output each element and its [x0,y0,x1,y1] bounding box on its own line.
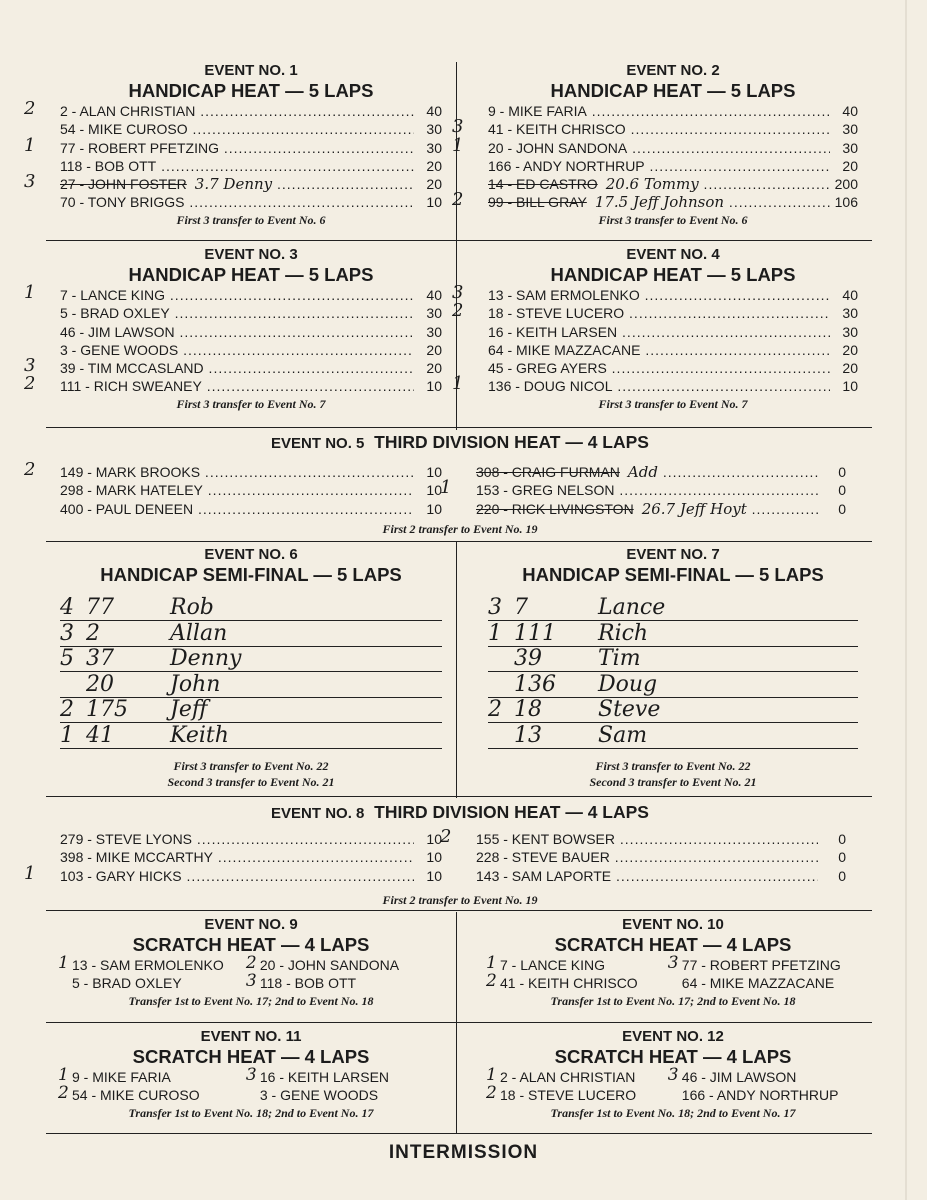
entry-row [452,189,858,212]
rider-name: 298 - MARK HATELEY [60,482,203,499]
entry-row [476,463,846,481]
section-divider [46,1133,872,1134]
handwritten-finish-mark: 1 [452,134,464,156]
handwritten-finish-mark: 1 [24,282,36,303]
entry-row [452,373,858,395]
transfer-note: First 2 transfer to Event No. 19 [382,892,538,907]
rider-name: 7 - LANCE KING [60,287,166,303]
rider-name: 27 - JOHN FOSTER [60,176,187,193]
semi-final-entry [60,647,442,672]
handwritten-note: 17.5 Jeff Johnson [594,193,725,212]
rider-number: 77 [86,595,114,620]
section-divider [46,240,872,241]
handwritten-finish-mark: 3 [245,971,257,992]
entry-row [488,359,858,377]
rider-first-name: John [170,671,221,697]
handwritten-note: 20.6 Tommy [605,175,699,194]
column-divider [456,542,457,798]
rider-number: 175 [86,697,128,722]
rider-name: 118 - BOB OTT [259,975,357,992]
scratch-row [60,971,442,992]
rider-number: 111 [514,620,556,646]
rider-name: 20 - JOHN SANDONA [259,957,400,973]
rider-name: 46 - JIM LAWSON [681,1069,797,1085]
handicap-points: 0 [838,464,846,480]
rider-name: 13 - SAM ERMOLENKO [488,287,640,303]
rider-name: 16 - KEITH LARSEN [259,1069,390,1085]
section-divider [46,796,872,797]
rider-name: 220 - RICK LIVINGSTON [476,500,634,517]
rider-name: 118 - BOB OTT [60,157,157,174]
handicap-points: 30 [426,323,442,340]
event-title: SCRATCH HEAT — 4 LAPS [132,1046,370,1067]
rider-first-name: Keith [170,722,229,748]
rider-name: 398 - MIKE MCCARTHY [60,849,213,866]
handicap-points: 40 [426,103,442,119]
handwritten-finish-mark: 1 [24,134,36,156]
scratch-row [486,1065,858,1086]
finish-position: 2 [60,697,74,722]
semi-final-rows [60,596,442,756]
entry-row [24,373,442,395]
event-number: EVENT NO. 9 [204,916,298,933]
handwritten-finish-mark: 1 [24,862,36,884]
section-divider [46,541,872,542]
handicap-points: 40 [842,103,858,119]
entry-row [488,102,858,120]
handicap-points: 10 [426,867,442,884]
rider-first-name: Steve [598,697,661,722]
event-title: HANDICAP SEMI-FINAL — 5 LAPS [522,564,824,585]
rider-name: 64 - MIKE MAZZACANE [488,341,641,358]
transfer-note: First 3 transfer to Event No. 7 [176,396,326,411]
scratch-row [486,971,858,992]
rider-number: 18 [514,697,542,722]
handwritten-finish-mark: 2 [24,373,36,395]
handicap-points: 10 [842,378,858,395]
handwritten-finish-mark: 3 [24,355,36,377]
section-divider [46,910,872,911]
entry-list-left [24,830,442,885]
transfer-note-first: First 3 transfer to Event No. 22 [595,759,751,773]
entry-row [60,481,442,499]
entry-row [452,282,858,304]
handicap-points: 20 [842,360,858,377]
handicap-points: 0 [838,482,846,499]
event-10 [488,916,858,1009]
rider-first-name: Tim [598,646,641,671]
handicap-points: 30 [426,121,442,138]
scratch-entries [58,1065,442,1105]
entry-row [24,862,442,885]
handwritten-finish-mark: 3 [245,1065,257,1085]
rider-number: 13 [514,722,542,748]
finish-position: 3 [60,620,74,646]
event-title: SCRATCH HEAT — 4 LAPS [554,1046,792,1067]
handicap-points: 40 [842,287,858,303]
semi-final-entry [488,724,858,749]
rider-number: 41 [86,722,114,748]
handwritten-finish-mark: 2 [486,971,497,992]
rider-name: 41 - KEITH CHRISCO [500,975,638,992]
event-12 [488,1028,858,1121]
handicap-points: 0 [838,849,846,866]
transfer-note: First 3 transfer to Event No. 7 [598,396,748,411]
rider-name: 39 - TIM MCCASLAND [60,360,204,377]
event-number: EVENT NO. 11 [200,1028,302,1045]
rider-name: 9 - MIKE FARIA [488,103,587,119]
handwritten-finish-mark: 1 [486,1065,497,1085]
rider-name: 5 - BRAD OXLEY [72,975,182,992]
rider-name: 103 - GARY HICKS [60,867,182,884]
entry-row [488,341,858,359]
semi-final-entry [488,596,858,621]
event-title: HANDICAP HEAT — 5 LAPS [128,80,374,101]
handicap-points: 20 [426,176,442,193]
event-2 [452,62,858,228]
rider-number: 37 [86,646,114,671]
handwritten-finish-mark: 3 [24,171,36,193]
handwritten-note: 26.7 Jeff Hoyt [641,499,747,518]
rider-name: 41 - KEITH CHRISCO [488,121,626,138]
handicap-points: 40 [426,287,442,303]
transfer-note: First 3 transfer to Event No. 6 [176,212,326,227]
handwritten-finish-mark: 2 [58,1083,69,1104]
rider-name: 149 - MARK BROOKS [60,464,201,480]
handwritten-note: Add [627,463,658,481]
entry-list [24,98,442,212]
handicap-points: 10 [426,831,442,847]
semi-final-entry [60,673,442,698]
semi-final-entry [60,724,442,749]
entry-row [60,500,442,518]
entry-list-left [24,459,442,518]
finish-position: 3 [488,595,502,620]
semi-final-entry [60,622,442,647]
entry-row [488,175,858,193]
semi-final-entry [60,698,442,723]
rider-name: 2 - ALAN CHRISTIAN [60,103,196,119]
handwritten-finish-mark: 1 [58,1065,69,1085]
rider-name: 400 - PAUL DENEEN [60,500,194,517]
handwritten-finish-mark: 2 [24,459,36,480]
event-title: THIRD DIVISION HEAT — 4 LAPS [374,802,649,822]
entry-row [476,867,846,885]
entry-row [488,157,858,175]
event-7 [488,546,858,796]
transfer-note-second: Second 3 transfer to Event No. 21 [167,775,335,789]
rider-name: 166 - ANDY NORTHRUP [681,1087,839,1104]
rider-name: 3 - GENE WOODS [60,341,179,358]
entry-list-right [440,463,846,518]
entry-row [60,830,442,848]
handicap-points: 10 [426,500,442,517]
entry-row [60,848,442,866]
semi-final-entry [488,622,858,647]
handwritten-finish-mark: 1 [440,477,452,499]
event-6 [60,546,442,796]
event-number: EVENT NO. 1 [204,62,298,79]
event-11 [60,1028,442,1121]
semi-final-entry [488,647,858,672]
entry-row [440,477,846,499]
rider-name: 46 - JIM LAWSON [60,323,175,340]
handicap-points: 200 [834,176,858,193]
event-3 [24,246,442,412]
rider-first-name: Rich [598,620,649,646]
entry-row [24,355,442,377]
finish-position: 1 [60,722,74,748]
event-title: SCRATCH HEAT — 4 LAPS [554,934,792,955]
finish-position: 1 [488,620,502,646]
handicap-points: 30 [842,139,858,156]
handwritten-finish-mark: 1 [452,373,464,395]
handicap-points: 20 [842,341,858,358]
handicap-points: 30 [842,323,858,340]
rider-name: 3 - GENE WOODS [259,1087,379,1104]
rider-name: 153 - GREG NELSON [476,482,615,499]
handicap-points: 10 [426,194,442,211]
rider-name: 111 - RICH SWEANEY [60,378,202,395]
handicap-points: 0 [838,500,846,517]
rider-number: 7 [514,595,528,620]
scratch-row [58,1065,442,1086]
event-heading [60,431,860,455]
entry-row [60,157,442,175]
rider-name: 20 - JOHN SANDONA [488,139,628,156]
rider-first-name: Doug [598,671,658,697]
handicap-points: 10 [426,464,442,480]
rider-number: 2 [86,620,100,646]
handicap-points: 20 [426,157,442,174]
semi-final-entry [488,698,858,723]
event-number: EVENT NO. 12 [622,1028,724,1045]
entry-row [476,848,846,866]
entry-row [60,304,442,322]
entry-columns [24,459,860,518]
column-divider [456,912,457,1134]
rider-name: 99 - BILL GRAY [488,194,587,211]
entry-list [452,102,858,212]
event-title: SCRATCH HEAT — 4 LAPS [132,934,370,955]
event-4 [452,246,858,412]
finish-position: 5 [60,646,74,671]
finish-position: 4 [60,595,74,620]
handicap-points: 10 [426,378,442,395]
transfer-note: Transfer 1st to Event No. 17; 2nd to Event No. 18 [550,993,796,1008]
handicap-points: 10 [426,849,442,866]
section-divider [46,427,872,428]
entry-row [60,323,442,341]
entry-row [452,134,858,157]
rider-first-name: Denny [170,646,242,671]
rider-name: 136 - DOUG NICOL [488,378,613,395]
semi-final-entry [488,673,858,698]
entry-row [60,120,442,138]
scratch-row [486,953,858,974]
handwritten-finish-mark: 2 [452,189,464,211]
handwritten-finish-mark: 3 [667,953,679,973]
handicap-points: 30 [426,305,442,322]
handicap-points: 20 [426,360,442,377]
entry-row [488,323,858,341]
handwritten-finish-mark: 1 [58,953,69,973]
transfer-note: Transfer 1st to Event No. 18; 2nd to Event No. 17 [550,1105,796,1120]
handicap-points: 20 [842,157,858,174]
rider-name: 77 - ROBERT PFETZING [60,139,219,156]
rider-name: 166 - ANDY NORTHRUP [488,157,645,174]
handwritten-finish-mark: 2 [245,953,257,973]
handwritten-finish-mark: 3 [452,116,464,138]
rider-name: 45 - GREG AYERS [488,360,607,377]
event-number: EVENT NO. 5 [271,435,365,452]
handicap-points: 0 [838,831,846,847]
entry-row [440,826,846,848]
handwritten-finish-mark: 1 [486,953,497,973]
rider-name: 54 - MIKE CUROSO [60,121,188,138]
entry-row [60,193,442,211]
rider-name: 155 - KENT BOWSER [476,831,616,847]
event-9 [60,916,442,1009]
entry-row [24,282,442,304]
rider-name: 143 - SAM LAPORTE [476,867,612,884]
rider-name: 308 - CRAIG FURMAN [476,464,620,480]
rider-first-name: Jeff [170,697,208,722]
event-title: HANDICAP HEAT — 5 LAPS [550,80,796,101]
transfer-note: Transfer 1st to Event No. 17; 2nd to Event No. 18 [128,993,374,1008]
event-number: EVENT NO. 8 [271,805,365,822]
handicap-points: 0 [838,867,846,884]
entry-row [60,341,442,359]
handwritten-finish-mark: 3 [452,282,464,303]
event-title: HANDICAP HEAT — 5 LAPS [550,264,796,285]
event-heading [60,801,860,825]
semi-final-rows [488,596,858,756]
event-number: EVENT NO. 2 [626,62,720,79]
rider-number: 20 [86,671,114,697]
entry-row [476,500,846,518]
rider-name: 18 - STEVE LUCERO [488,305,625,322]
transfer-note: First 3 transfer to Event No. 6 [598,212,748,227]
event-8 [24,801,860,908]
rider-first-name: Rob [170,595,214,620]
rider-name: 2 - ALAN CHRISTIAN [500,1069,636,1085]
handicap-points: 106 [834,194,858,211]
transfer-note: Transfer 1st to Event No. 18; 2nd to Event No. 17 [128,1105,374,1120]
rider-name: 16 - KEITH LARSEN [488,323,618,340]
entry-list [452,282,858,396]
handwritten-note: 3.7 Denny [194,175,273,194]
rider-name: 7 - LANCE KING [500,957,606,973]
event-1 [24,62,442,228]
handwritten-finish-mark: 2 [440,826,452,847]
entry-list [24,282,442,396]
handwritten-finish-mark: 2 [24,98,36,119]
handicap-points: 30 [842,305,858,322]
rider-name: 64 - MIKE MAZZACANE [681,975,835,992]
handicap-points: 30 [426,139,442,156]
transfer-note: First 2 transfer to Event No. 19 [382,521,538,536]
rider-name: 9 - MIKE FARIA [72,1069,171,1085]
intermission-label: INTERMISSION [388,1142,539,1163]
scratch-entries [486,953,858,993]
rider-name: 54 - MIKE CUROSO [72,1087,200,1104]
scratch-row [58,1083,442,1104]
rider-number: 39 [514,646,542,671]
handwritten-finish-mark: 3 [667,1065,679,1085]
entry-row [452,116,858,138]
rider-first-name: Lance [598,595,666,620]
finish-position: 2 [488,697,502,722]
event-number: EVENT NO. 4 [626,246,720,263]
rider-name: 5 - BRAD OXLEY [60,305,170,322]
entry-row [24,134,442,157]
event-title: HANDICAP SEMI-FINAL — 5 LAPS [100,564,402,585]
rider-name: 228 - STEVE BAUER [476,849,610,866]
entry-row [24,98,442,120]
entry-row [24,171,442,194]
section-divider [46,1022,872,1023]
rider-name: 18 - STEVE LUCERO [500,1087,637,1104]
rider-name: 13 - SAM ERMOLENKO [72,957,224,973]
page-crease [905,0,907,1200]
event-5 [24,431,860,537]
event-number: EVENT NO. 6 [204,546,298,563]
rider-first-name: Sam [598,722,648,748]
rider-name: 14 - ED CASTRO [488,176,598,193]
event-number: EVENT NO. 10 [622,916,724,933]
handicap-points: 30 [842,121,858,138]
handwritten-finish-mark: 2 [452,300,464,322]
entry-row [24,459,442,481]
event-title: THIRD DIVISION HEAT — 4 LAPS [374,432,649,452]
entry-row [452,300,858,322]
semi-final-entry [60,596,442,621]
scratch-entries [486,1065,858,1105]
handicap-points: 20 [426,341,442,358]
event-title: HANDICAP HEAT — 5 LAPS [128,264,374,285]
rider-number: 136 [514,671,556,697]
transfer-note-first: First 3 transfer to Event No. 22 [173,759,329,773]
entry-columns [24,826,860,885]
handicap-points: 10 [426,482,442,499]
scratch-row [486,1083,858,1104]
scratch-entries [58,953,442,993]
event-number: EVENT NO. 7 [626,546,720,563]
rider-name: 70 - TONY BRIGGS [60,194,185,211]
handwritten-finish-mark: 2 [486,1083,497,1104]
rider-name: 279 - STEVE LYONS [60,831,193,847]
rider-name: 77 - ROBERT PFETZING [681,957,841,973]
event-number: EVENT NO. 3 [204,246,298,263]
transfer-note-second: Second 3 transfer to Event No. 21 [589,775,757,789]
entry-list-right [440,826,846,885]
rider-first-name: Allan [170,620,228,646]
